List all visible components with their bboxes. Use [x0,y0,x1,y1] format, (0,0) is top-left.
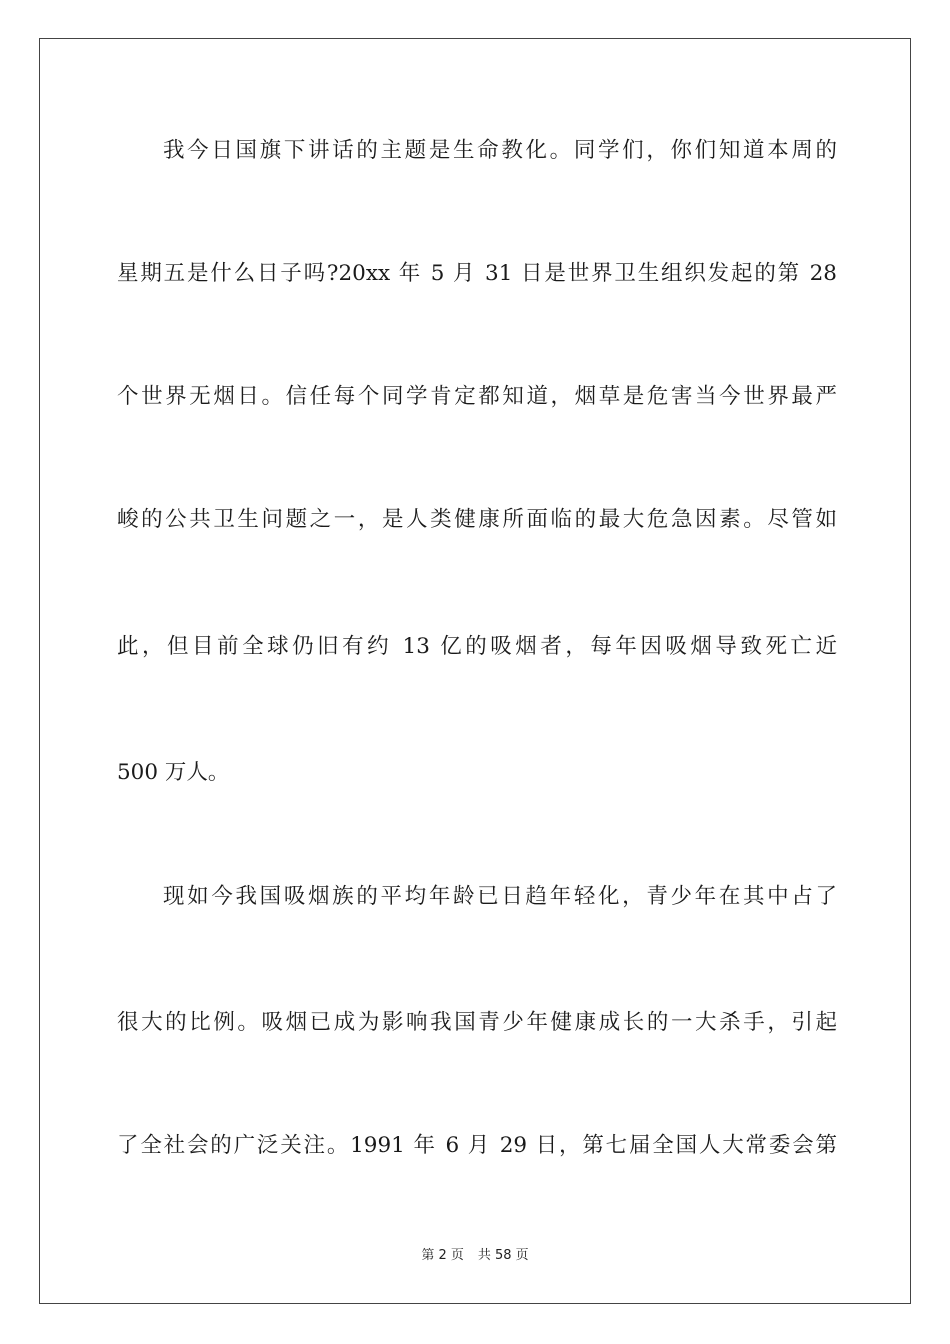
paragraph-1-line-1: 我今日国旗下讲话的主题是生命教化。同学们，你们知道本周的 [163,138,837,163]
paragraph-1-line-2: 星期五是什么日子吗?20xx 年 5 月 31 日是世界卫生组织发起的第 28 [117,261,837,286]
paragraph-2-line-2: 很大的比例。吸烟已成为影响我国青少年健康成长的一大杀手，引起 [117,1010,837,1035]
paragraph-1-line-5: 此，但目前全球仍旧有约 13 亿的吸烟者，每年因吸烟导致死亡近 [117,634,837,659]
page-border [39,38,911,1304]
page-number: 第 2 页 [421,1248,464,1263]
total-pages: 共 58 页 [477,1248,529,1263]
paragraph-2-line-3: 了全社会的广泛关注。1991 年 6 月 29 日，第七届全国人大常委会第 [117,1133,837,1158]
page-footer [0,1247,950,1265]
paragraph-1-line-4: 峻的公共卫生问题之一，是人类健康所面临的最大危急因素。尽管如 [117,507,837,532]
paragraph-1-line-3: 个世界无烟日。信任每个同学肯定都知道，烟草是危害当今世界最严 [117,384,837,409]
paragraph-2-line-1: 现如今我国吸烟族的平均年龄已日趋年轻化，青少年在其中占了 [163,884,837,909]
paragraph-1-line-6: 500 万人。 [117,760,230,785]
